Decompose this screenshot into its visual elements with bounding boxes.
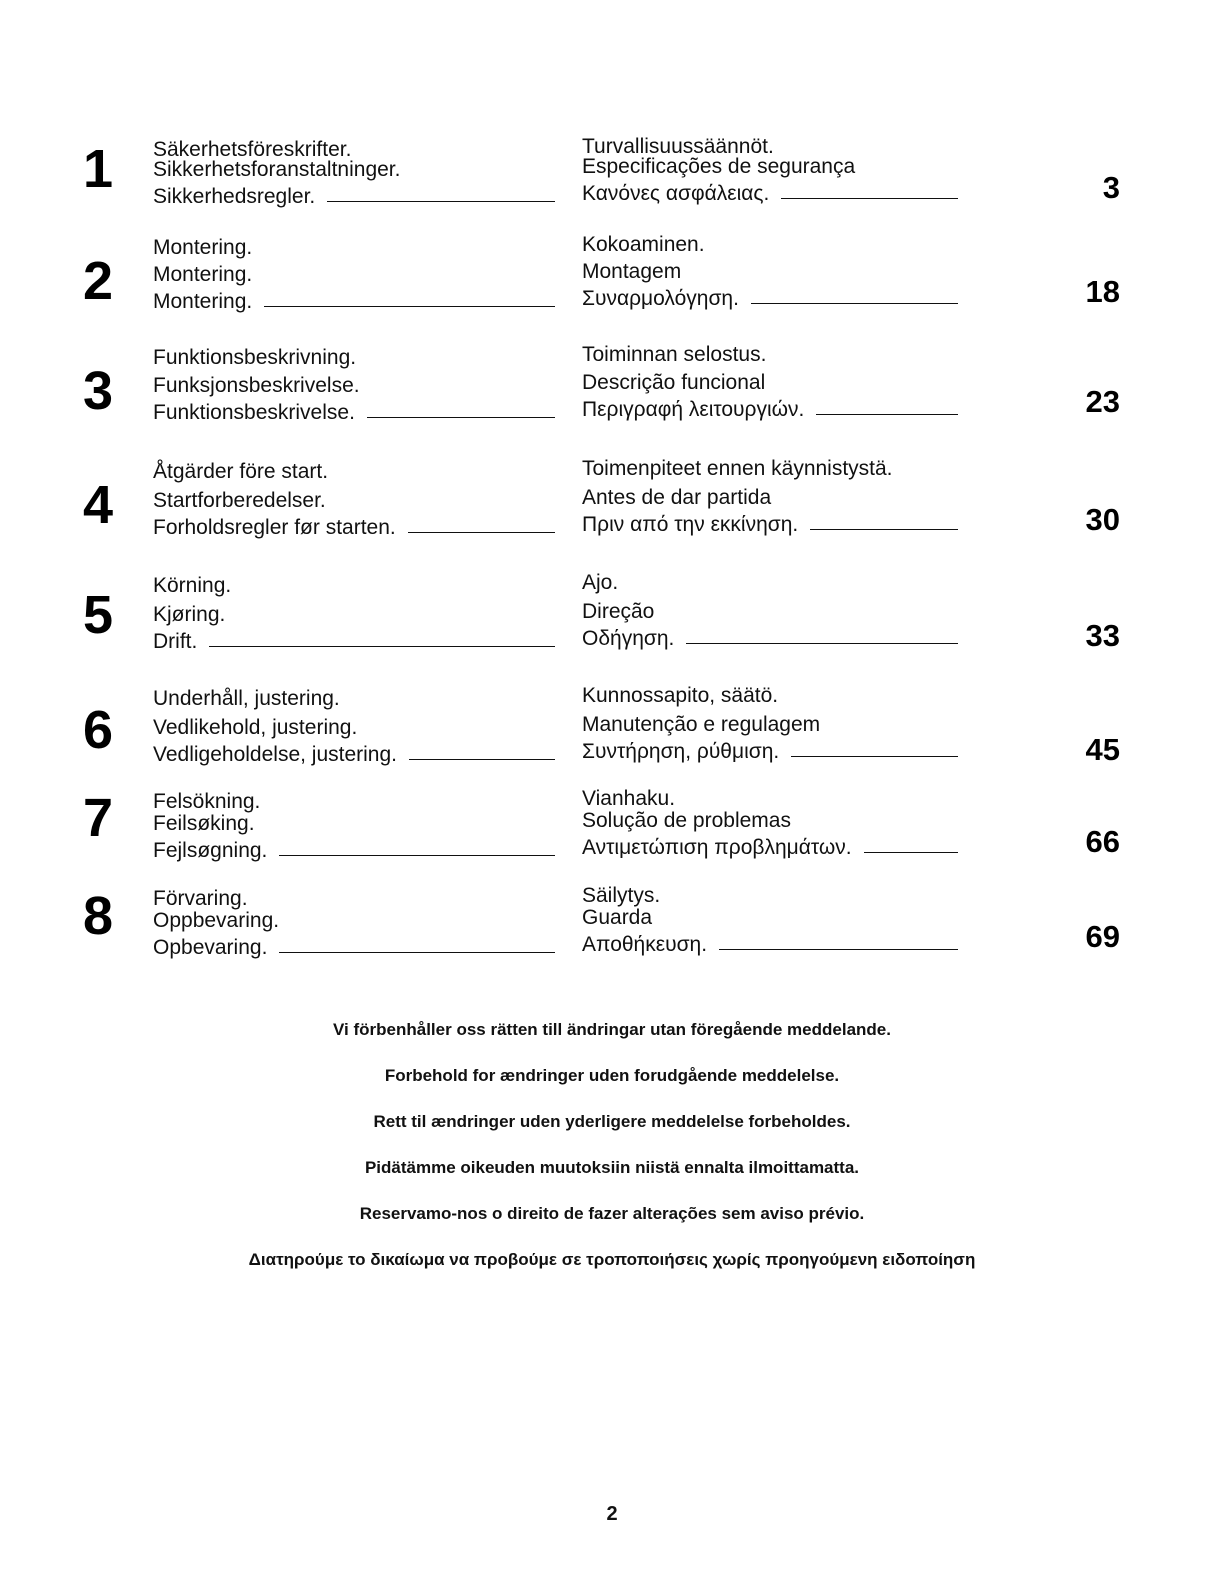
section-number: 6: [82, 700, 114, 760]
toc-titles-left: [153, 458, 573, 541]
toc-title: Antes de dar partida: [582, 486, 772, 509]
toc-title: Toiminnan selostus.: [582, 343, 767, 366]
section-number: 7: [82, 788, 114, 848]
toc-titles-right: [582, 455, 1002, 538]
page-number: 45: [1085, 732, 1120, 767]
toc-title: Sikkerhetsforanstaltninger.: [153, 158, 401, 181]
toc-title: Descrição funcional: [582, 371, 766, 394]
toc-title: Kunnossapito, säätö.: [582, 684, 779, 707]
change-reservation-notices: [0, 1020, 1224, 1296]
toc-title-with-leader: Συντήρηση, ρύθμιση.: [582, 738, 1002, 765]
toc-title: Kjøring.: [153, 603, 226, 626]
toc-title-with-leader: Πριν από την εκκίνηση.: [582, 511, 1002, 538]
toc-titles-right: [582, 133, 1002, 207]
section-number: 5: [82, 585, 114, 645]
toc-title: Direção: [582, 600, 655, 623]
section-number: 8: [82, 886, 114, 946]
toc-title: Vianhaku.: [582, 787, 676, 810]
section-number: 3: [82, 361, 114, 421]
toc-title: Säkerhetsföreskrifter.: [153, 138, 352, 161]
toc-title: Kokoaminen.: [582, 233, 705, 256]
toc-title-with-leader: Οδήγηση.: [582, 625, 1002, 652]
section-number: 1: [82, 139, 114, 199]
toc-title: Vedlikehold, justering.: [153, 716, 358, 739]
toc-row-1[interactable]: [0, 136, 1224, 232]
toc-title-with-leader: Forholdsregler før starten.: [153, 514, 573, 541]
toc-title: Manutenção e regulagem: [582, 713, 821, 736]
toc-title: Toimenpiteet ennen käynnistystä.: [582, 457, 893, 480]
toc-title: Feilsøking.: [153, 812, 255, 835]
toc-titles-left: [153, 885, 573, 961]
toc-titles-right: [582, 882, 1002, 958]
toc-title: Especificações de segurança: [582, 155, 856, 178]
toc-titles-right: [582, 231, 1002, 312]
toc-title-with-leader: Funktionsbeskrivelse.: [153, 399, 573, 426]
page-number: 18: [1085, 274, 1120, 309]
toc-title-with-leader: Fejlsøgning.: [153, 837, 573, 864]
toc-row-3[interactable]: [0, 344, 1224, 440]
toc-row-4[interactable]: [0, 458, 1224, 554]
toc-title-with-leader: Vedligeholdelse, justering.: [153, 741, 573, 768]
toc-title-with-leader: Κανόνες ασφάλειας.: [582, 180, 1002, 207]
toc-title: Körning.: [153, 574, 232, 597]
notice-danish: Rett til ændringer uden yderligere meddelelse forbeholdes.: [373, 1112, 851, 1131]
section-number: 2: [82, 251, 114, 311]
toc-title: Montering.: [153, 236, 253, 259]
toc-title-with-leader: Montering.: [153, 288, 573, 315]
toc-title: Turvallisuussäännöt.: [582, 135, 774, 158]
toc-title-with-leader: Συναρμολόγηση.: [582, 285, 1002, 312]
notice-norwegian: Forbehold for ændringer uden forudgående meddelelse.: [384, 1066, 840, 1085]
toc-titles-right: [582, 569, 1002, 652]
page-number: 23: [1085, 384, 1120, 419]
toc-title: Montering.: [153, 263, 253, 286]
toc-title-with-leader: Sikkerhedsregler.: [153, 183, 573, 210]
toc-title-with-leader: Αποθήκευση.: [582, 931, 1002, 958]
footer-page-number: 2: [606, 1503, 618, 1525]
page-number: 69: [1085, 919, 1120, 954]
notice-greek: Διατηρούμε το δικαίωμα να προβούμε σε τροποποιήσεις χωρίς προηγούμενη ειδοποίηση: [248, 1250, 976, 1269]
toc-row-2[interactable]: [0, 234, 1224, 330]
toc-titles-left: [153, 234, 573, 315]
toc-title: Felsökning.: [153, 790, 261, 813]
toc-titles-left: [153, 685, 573, 768]
section-number: 4: [82, 475, 114, 535]
toc-row-7[interactable]: [0, 788, 1224, 884]
toc-title: Funktionsbeskrivning.: [153, 346, 357, 369]
toc-title: Förvaring.: [153, 887, 248, 910]
toc-title: Montagem: [582, 260, 682, 283]
page-number: 33: [1085, 618, 1120, 653]
toc-title: Ajo.: [582, 571, 619, 594]
toc-title: Startforberedelser.: [153, 489, 326, 512]
page-number: 3: [1102, 170, 1120, 205]
toc-title-with-leader: Opbevaring.: [153, 934, 573, 961]
toc-title: Åtgärder före start.: [153, 460, 329, 483]
notice-portuguese: Reservamo-nos o direito de fazer alterações sem aviso prévio.: [359, 1204, 865, 1223]
toc-titles-left: [153, 136, 573, 210]
toc-titles-left: [153, 788, 573, 864]
notice-swedish: Vi förbenhåller oss rätten till ändringar utan föregående meddelande.: [333, 1020, 891, 1039]
toc-title: Guarda: [582, 906, 653, 929]
toc-titles-right: [582, 341, 1002, 423]
toc-titles-right: [582, 785, 1002, 861]
toc-title-with-leader: Αντιμετώπιση προβλημάτων.: [582, 834, 1002, 861]
toc-titles-left: [153, 344, 573, 426]
page-number: 30: [1085, 502, 1120, 537]
toc-title: Oppbevaring.: [153, 909, 280, 932]
page-number: 66: [1085, 824, 1120, 859]
toc-row-5[interactable]: [0, 572, 1224, 668]
toc-row-8[interactable]: [0, 885, 1224, 981]
notice-finnish: Pidätämme oikeuden muutoksiin niistä ennalta ilmoittamatta.: [364, 1158, 860, 1177]
toc-title: Säilytys.: [582, 884, 661, 907]
toc-title-with-leader: Περιγραφή λειτουργιών.: [582, 396, 1002, 423]
toc-title: Solução de problemas: [582, 809, 791, 832]
toc-title: Underhåll, justering.: [153, 687, 340, 710]
toc-title: Funksjonsbeskrivelse.: [153, 374, 360, 397]
toc-row-6[interactable]: [0, 685, 1224, 781]
toc-titles-left: [153, 572, 573, 655]
toc-titles-right: [582, 682, 1002, 765]
toc-title-with-leader: Drift.: [153, 628, 573, 655]
